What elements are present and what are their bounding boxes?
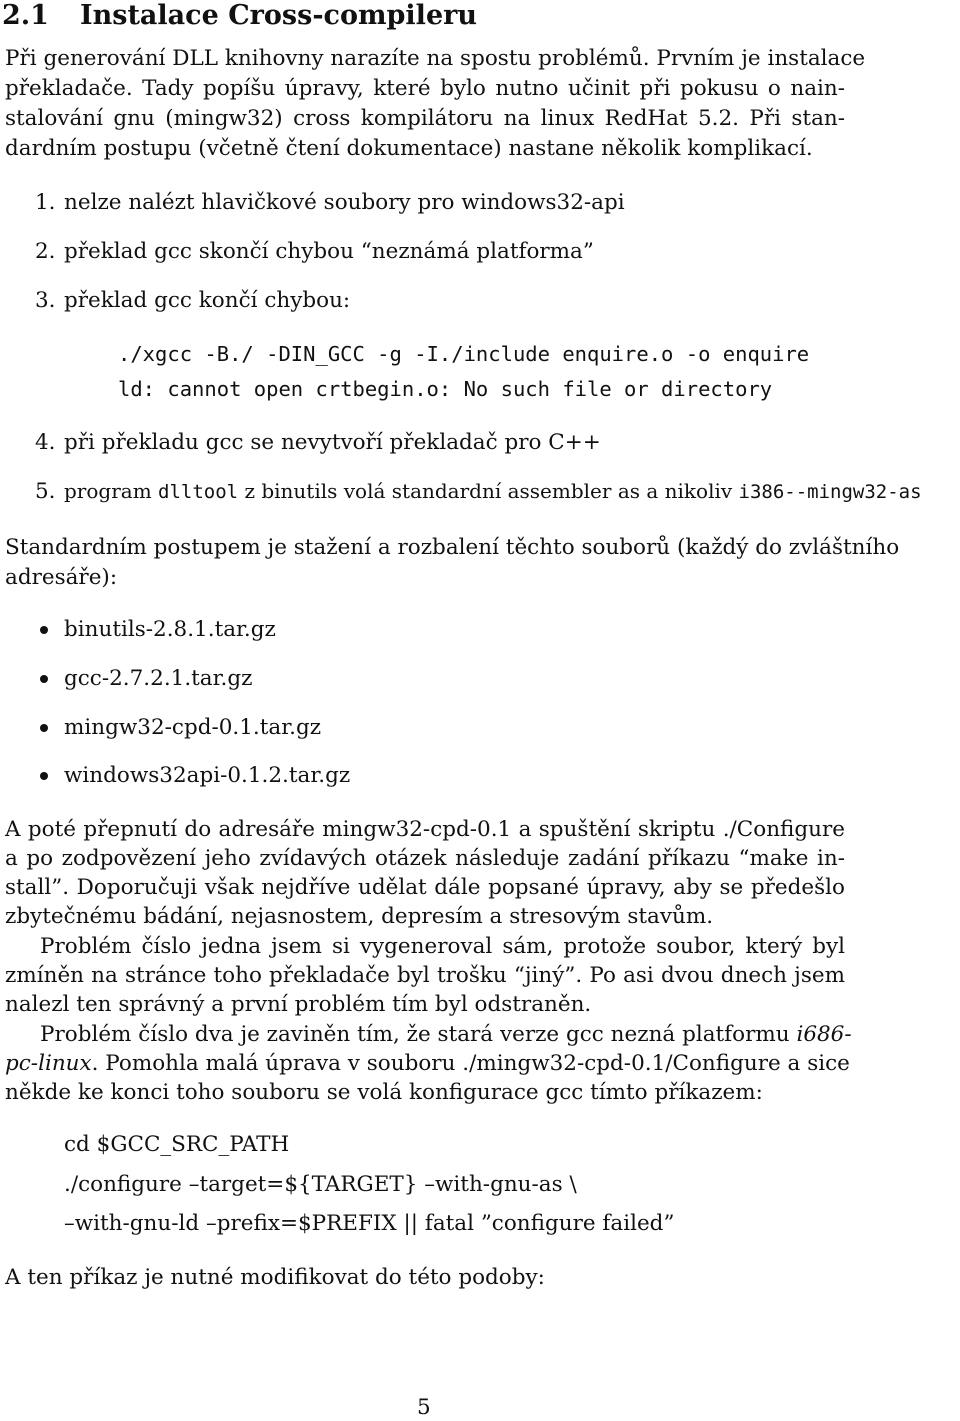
paragraph-line: A poté přepnutí do adresáře mingw32-cpd-0.1 a spuštění skriptu ./Configure (5, 817, 845, 842)
list-item-text: při překladu gcc se nevytvoří překladač pro C++ (64, 430, 601, 455)
paragraph-line (40, 1022, 852, 1047)
list-item-text-part: program (64, 479, 152, 503)
section-number: 2.1 (2, 0, 49, 31)
archive-item: windows32api-0.1.2.tar.gz (64, 763, 351, 788)
paragraph-line: a po zodpovězení jeho zvídavých otázek následuje zadání příkazu “make in- (5, 846, 845, 871)
list-item-text-part: z binutils volá standardní assembler as a nikoliv (244, 479, 733, 503)
list-item-number: 5. (35, 479, 56, 504)
paragraph-text: Problém číslo dva je zaviněn tím, že stará verze gcc nezná platformu (40, 1022, 790, 1047)
command-line: ./configure –target=${TARGET} –with-gnu-as \ (64, 1172, 577, 1197)
list-item-number: 1. (35, 190, 56, 215)
list-item-number: 4. (35, 430, 56, 455)
paragraph-line (5, 1051, 850, 1076)
paragraph-line: zbytečnému bádání, nejasnostem, depresím a stresovým stavům. (5, 904, 714, 929)
list-item-text: nelze nalézt hlavičkové soubory pro windows32-api (64, 190, 625, 215)
bullet-icon (40, 626, 48, 634)
paragraph-line: Problém číslo jedna jsem si vygeneroval sám, protože soubor, který byl (40, 934, 845, 959)
bullet-icon (40, 675, 48, 683)
command-line: cd $GCC_SRC_PATH (64, 1132, 290, 1157)
error-output-line: ./xgcc -B./ -DIN_GCC -g -I./include enquire.o -o enquire (118, 342, 810, 366)
code-dlltool: dlltool (158, 481, 239, 503)
list-item-number: 3. (35, 288, 56, 313)
bullet-icon (40, 772, 48, 780)
list-item-text: překlad gcc končí chybou: (64, 288, 351, 313)
page-number: 5 (417, 1395, 431, 1420)
archive-item: mingw32-cpd-0.1.tar.gz (64, 715, 322, 740)
section-title: Instalace Cross-compileru (80, 0, 477, 31)
standard-text-line: Standardním postupem je stažení a rozbalení těchto souborů (každý do zvláštního (5, 535, 900, 560)
error-output-line: ld: cannot open crtbegin.o: No such file or directory (118, 377, 773, 401)
code-mingw32-as: i386--mingw32-as (738, 481, 922, 503)
paragraph-line: zmíněn na stránce toho překladače byl trošku “jiný”. Po asi dvou dnech jsem (5, 963, 845, 988)
intro-line: překladače. Tady popíšu úpravy, které bylo nutno učinit při pokusu o nain- (5, 76, 845, 101)
bullet-icon (40, 724, 48, 732)
paragraph-line: někde ke konci toho souboru se volá konfigurace gcc tímto příkazem: (5, 1080, 763, 1105)
intro-line: dardním postupu (včetně čtení dokumentace) nastane několik komplikací. (5, 136, 813, 161)
list-item-number: 2. (35, 239, 56, 264)
archive-item: gcc-2.7.2.1.tar.gz (64, 666, 253, 691)
list-item-text: překlad gcc skončí chybou “neznámá platforma” (64, 239, 594, 264)
intro-line: Při generování DLL knihovny narazíte na spostu problémů. Prvním je instalace (5, 46, 866, 71)
paragraph-line: stall”. Doporučuji však nejdříve udělat dále popsané úpravy, aby se předešlo (5, 875, 845, 900)
paragraph-text: . Pomohla malá úprava v souboru ./mingw32-cpd-0.1/Configure a sice (91, 1051, 850, 1076)
platform-name: i686- (796, 1022, 852, 1047)
archive-item: binutils-2.8.1.tar.gz (64, 617, 276, 642)
list-item-text (64, 479, 922, 503)
final-text: A ten příkaz je nutné modifikovat do této podoby: (5, 1265, 545, 1290)
intro-line: stalování gnu (mingw32) cross kompilátoru na linux RedHat 5.2. Při stan- (5, 106, 845, 131)
paragraph-line: nalezl ten správný a první problém tím byl odstraněn. (5, 992, 592, 1017)
standard-text-line: adresáře): (5, 565, 118, 590)
command-line: –with-gnu-ld –prefix=$PREFIX || fatal ”configure failed” (64, 1211, 675, 1236)
platform-name: pc-linux (5, 1051, 92, 1076)
